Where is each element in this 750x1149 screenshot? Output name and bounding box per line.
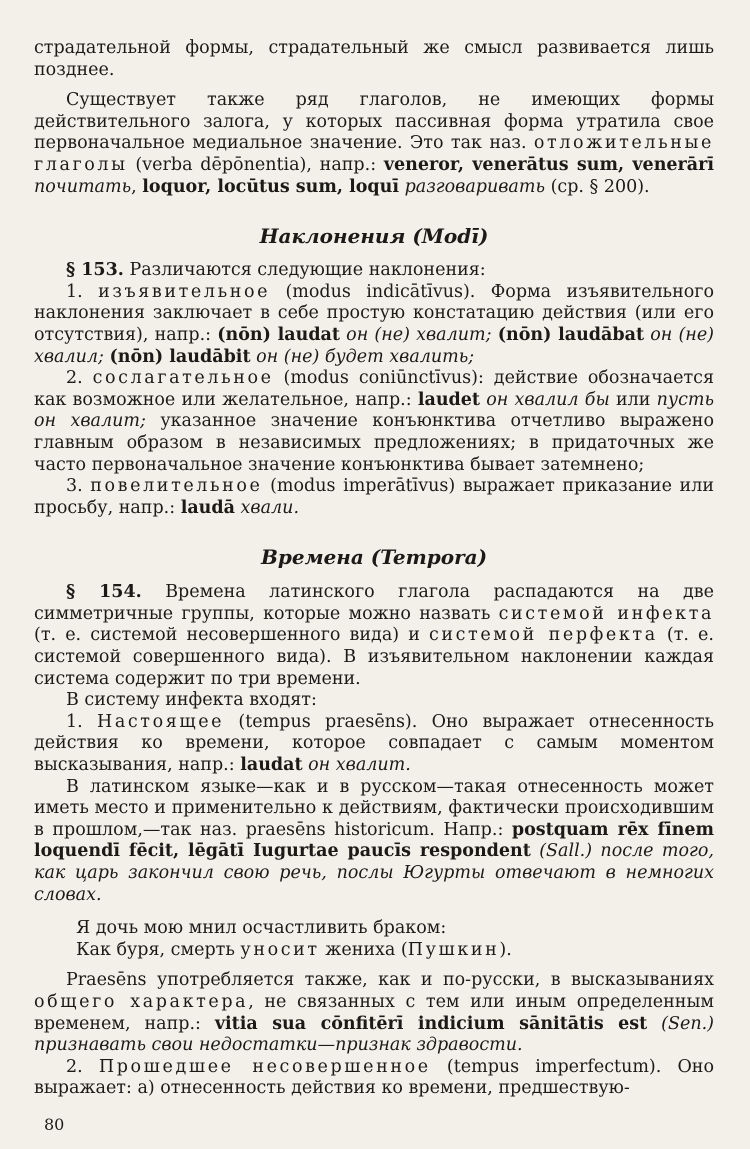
paragraph-deponent-verbs: [34, 90, 714, 198]
latin-example: veneror, venerātus sum, venerārī: [383, 154, 714, 175]
text-run: Существует также ряд глаголов, не имеющих формы действительного залога, у которых пассивная форма утратила свое первоначальное медиальное значение. Это так наз.: [34, 90, 714, 154]
item-number: 2.: [66, 368, 93, 389]
spaced-term: системой перфекта: [428, 625, 658, 646]
text-run: или: [609, 389, 657, 410]
text-run: (ср. § 200).: [545, 176, 650, 197]
text-run: Времена латинского глагола распадаются на две симметричные группы, которые можно назвать: [34, 582, 714, 624]
poem-quote: [34, 918, 714, 961]
item-number: 2.: [66, 1056, 99, 1077]
latin-example: postquam rēx fīnem loquendī fēcit, lēgātī Iugurtae paucīs respondent: [34, 819, 714, 862]
list-item-imperative: [34, 476, 714, 519]
section-heading-tenses: Времена (Tempora): [260, 545, 488, 570]
text-run: Я дочь мою мнил осчастливить браком:: [76, 918, 447, 939]
section-number: § 153.: [66, 260, 124, 281]
text-run: Praesēns употребляется также, как и по-русски, в высказываниях: [66, 970, 714, 991]
translation: он хвалит.: [302, 755, 411, 776]
latin-example: laudā: [180, 497, 235, 518]
spaced-term: сослагательное: [92, 368, 274, 389]
translation: хвали.: [234, 497, 300, 518]
source-citation: (Sen.): [647, 1013, 714, 1034]
text-run: (modus imperātīvus) выражает приказание или просьбу, напр.:: [34, 476, 714, 518]
spaced-term: Прошедшее несовершенное: [98, 1056, 431, 1077]
source-citation: (Sall.): [530, 841, 593, 862]
paragraph-praesens-historicum: [34, 777, 714, 907]
text-run: В латинском языке—как и в русском—такая отнесенность может иметь место и применительно к действиям, фактически происходившим в прошлом,—так наз. praesēns historicum. Напр.:: [34, 776, 714, 840]
text-run: (tempus praesēns). Оно выражает отнесенность действия ко времени, которое совпадает с самым моментом высказывания, напр.:: [34, 711, 715, 776]
text-run: указанное значение конъюнктива отчетливо выражено главным образом в независимых предложениях; в придаточных же часто первоначальное значение конъюнктива бывает затемнено;: [34, 411, 714, 475]
page-text: [34, 38, 714, 1100]
translation: разговаривать: [404, 176, 545, 197]
text-run: (modus coniūnctīvus): действие обозначается как возможное или желательное, напр.:: [34, 368, 714, 410]
latin-example: vitia sua cōnfitērī indicium sānitātis est: [214, 1013, 648, 1034]
translation: он (не) хвалит;: [339, 324, 498, 345]
spaced-term: Настоящее: [97, 711, 225, 732]
paragraph-continuation: [34, 38, 714, 81]
translation: он хвалил бы: [480, 389, 610, 410]
text-run: (modus indicātīvus). Форма изъявительного наклонения заключает в себе простую констатацию действия (или его отсутствия), напр.:: [34, 281, 714, 345]
translation: после того, как царь закончил свою речь, послы Югурты отвечают в немногих словах.: [34, 841, 714, 905]
text-run: (т. е. системой совершенного вида). В изъявительном наклонении каждая система содержит по три времени.: [34, 625, 714, 689]
list-item-subjunctive: [34, 368, 714, 476]
item-number: 3.: [66, 476, 91, 497]
translation: он (не) хвалил;: [34, 324, 715, 367]
text-run: ).: [499, 939, 512, 960]
latin-example: loquor, locūtus sum, loquī: [142, 176, 400, 197]
paragraph-153: [34, 260, 714, 282]
spaced-term: системой инфекта: [498, 603, 715, 624]
text-run: (verba dēpōnentia), напр.:: [127, 154, 384, 175]
spaced-term: повелительное: [90, 476, 263, 497]
section-number: § 154.: [66, 582, 142, 603]
poem-line: [76, 940, 714, 962]
text-run: (т. е. системой несовершенного вида) и: [34, 625, 429, 646]
latin-example: laudet: [417, 389, 481, 410]
text-run: страдательной формы, страдательный же смысл развивается лишь позднее.: [34, 38, 714, 80]
translation: почитать: [34, 176, 132, 197]
latin-example: (nōn) laudat: [217, 324, 340, 345]
text-run: (tempus imperfectum). Оно выражает: а) отнесенность действия ко времени, предшествую-: [34, 1056, 714, 1099]
text-run: жениха (: [319, 939, 408, 960]
translation: признавать свои недостатки—признак здравости.: [34, 1035, 523, 1056]
item-number: 1.: [66, 281, 99, 302]
latin-example: laudat: [240, 755, 303, 776]
paragraph-infect-system: [34, 690, 714, 712]
section-heading-moods: Наклонения (Modī): [259, 224, 489, 249]
latin-example: (nōn) laudābit: [109, 346, 251, 367]
poem-line: [76, 918, 714, 940]
spaced-term: общего характера: [34, 991, 249, 1012]
list-item-imperfect: [34, 1057, 714, 1100]
text-run: Как буря, смерть: [76, 939, 241, 960]
text-run: Различаются следующие наклонения:: [123, 260, 486, 281]
spaced-term: Пушкин: [407, 939, 500, 960]
page-number: 80: [44, 1115, 65, 1134]
spaced-term: уносит: [240, 939, 320, 960]
text-run: ,: [131, 176, 143, 197]
list-item-indicative: [34, 282, 714, 368]
paragraph-general-praesens: [34, 970, 714, 1056]
text-run: , не связанных с тем или иным определенным временем, напр.:: [34, 991, 714, 1034]
latin-example: (nōn) laudābat: [497, 324, 645, 345]
spaced-term: изъявительное: [98, 281, 271, 302]
translation: он (не) будет хвалить;: [250, 346, 475, 367]
spaced-term: отложительные глаголы: [34, 133, 714, 175]
list-item-present: [34, 712, 714, 777]
item-number: 1.: [66, 711, 97, 732]
text-run: В систему инфекта входят:: [66, 690, 317, 711]
paragraph-154: [34, 582, 714, 690]
translation: пусть он хвалит;: [34, 389, 714, 432]
